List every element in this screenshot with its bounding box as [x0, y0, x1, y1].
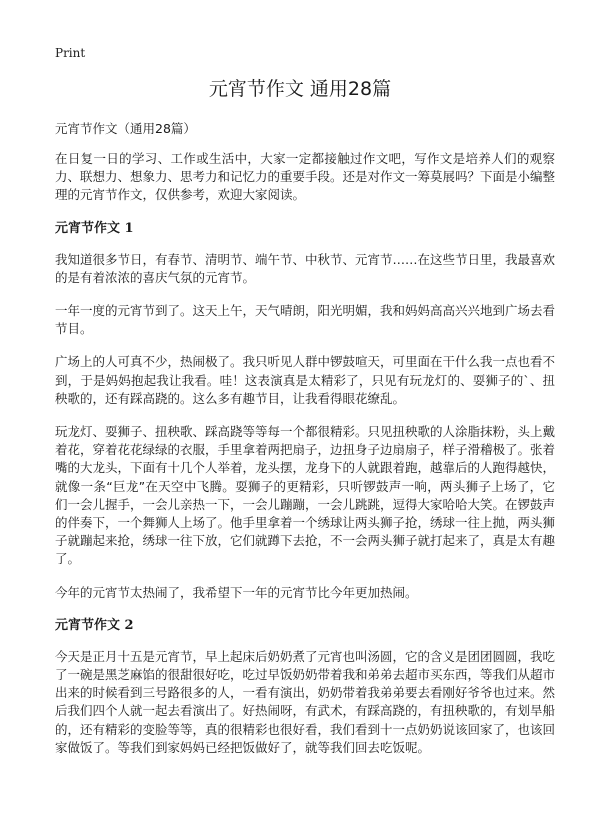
- paragraph: 我知道很多节日，有春节、清明节、端午节、中秋节、元宵节……在这些节日里，我最喜欢的是有着浓浓的喜庆气氛的元宵节。: [55, 251, 556, 285]
- paragraph: 一年一度的元宵节到了。这天上午，天气晴朗，阳光明媚，我和妈妈高高兴兴地到广场去看节目。: [55, 303, 556, 337]
- essay-section-2: [55, 617, 555, 757]
- intro-paragraph: 在日复一日的学习、工作或生活中，大家一定都接触过作文吧，写作文是培养人们的观察力、联想力、想象力、思考力和记忆力的重要手段。还是对作文一筹莫展吗？下面是小编整理的元宵节作文，仅供参考，欢迎大家阅读。: [55, 151, 556, 203]
- document-subtitle: 元宵节作文（通用28篇）: [55, 121, 196, 136]
- paragraph: 广场上的人可真不少，热闹极了。我只听见人群中锣鼓喧天，可里面在干什么我一点也看不到，于是妈妈抱起我让我看。哇！这表演真是太精彩了，只见有玩龙灯的、耍狮子的`、扭秧歌的，还有踩高跷的。这么多有趣节目，让我看得眼花缭乱。: [55, 354, 556, 406]
- paragraph: 玩龙灯、耍狮子、扭秧歌、踩高跷等等每一个都很精彩。只见扭秧歌的人涂脂抹粉，头上戴着花，穿着花花绿绿的衣服，手里拿着两把扇子，边扭身子边扇扇子，样子滑稽极了。张着嘴的大龙头，下面有十几个人举着，龙头摆，龙身下的人就跟着跑，越靠后的人跑得越快，就像一条“巨龙”在天空中飞腾。耍狮子的更精彩，只听锣鼓声一响，两头狮子上场了，它们一会儿握手，一会儿亲热一下，一会儿蹦蹦，一会儿跳跳，逗得大家哈哈大笑。在锣鼓声的伴奏下，一个舞狮人上场了。他手里拿着一个绣球让两头狮子抢，绣球一往上抛，两头狮子就蹦起来抢，绣球一往下放，它们就蹲下去抢，不一会两头狮子就打起来了，真是太有趣了。: [55, 424, 556, 567]
- essay-section-1: [55, 220, 555, 602]
- section-heading: 元宵节作文 1: [55, 220, 134, 236]
- document-body: [55, 120, 555, 772]
- paragraph: 今年的元宵节太热闹了，我希望下一年的元宵节比今年更加热闹。: [55, 584, 418, 600]
- document-title: 元宵节作文 通用28篇: [208, 78, 392, 100]
- print-link[interactable]: Print: [55, 46, 86, 60]
- section-heading: 元宵节作文 2: [55, 617, 134, 633]
- paragraph: 今天是正月十五是元宵节，早上起床后奶奶煮了元宵也叫汤圆，它的含义是团团圆圆，我吃了一碗是黑芝麻馅的很甜很好吃，吃过早饭奶奶带着我和弟弟去超市买东西，等我们从超市出来的时候看到三号路很多的人，一看有演出，奶奶带着我弟弟要去看刚好爷爷也过来。然后我们四个人就一起去看演出了。好热闹呀，有武术，有踩高跷的，有扭秧歌的，有划旱船的，还有精彩的变脸等等，真的很精彩也很好看，我们看到十一点奶奶说该回家了，也该回家做饭了。等我们到家妈妈已经把饭做好了，就等我们回去吃饭呢。: [55, 648, 556, 755]
